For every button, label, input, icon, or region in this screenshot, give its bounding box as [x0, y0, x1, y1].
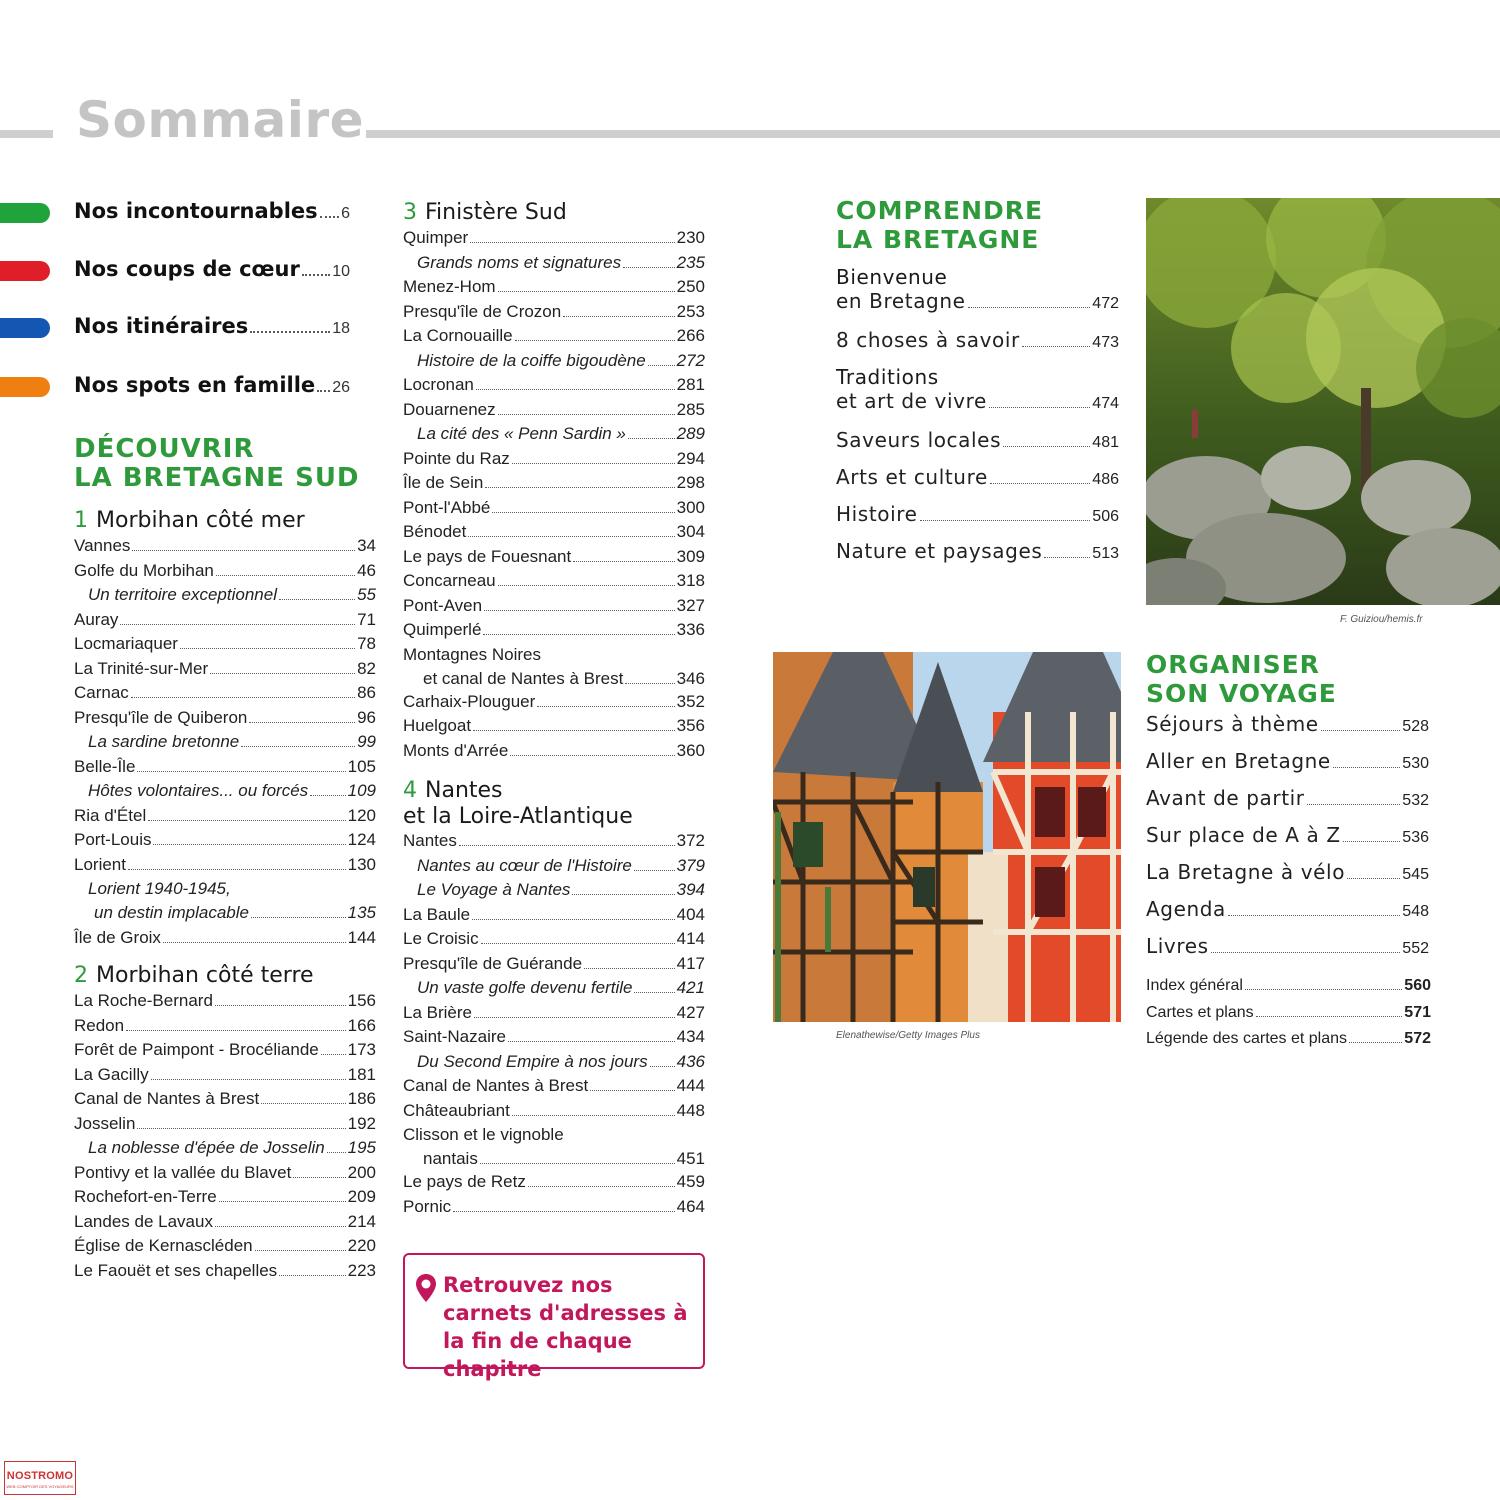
toc-entry[interactable]: Presqu'île de Guérande 417 [403, 953, 705, 973]
toc-entry-line1: Montagnes Noires [403, 644, 541, 664]
section-title-decouvrir: DÉCOUVRIR LA BRETAGNE SUD [74, 434, 360, 493]
toc-entry[interactable]: La Brière 427 [403, 1002, 705, 1022]
toc-entry[interactable]: Douarnenez 285 [403, 399, 705, 419]
organiser-toc [1146, 712, 1429, 971]
toc-entry[interactable]: Aller en Bretagne 530 [1146, 749, 1429, 773]
toc-entry[interactable]: Un territoire exceptionnel 55 [88, 585, 376, 604]
toc-entry[interactable]: Port-Louis 124 [74, 830, 376, 849]
toc-entry[interactable]: La Gacilly 181 [74, 1064, 376, 1084]
toc-entry[interactable]: un destin implacable 135 [94, 903, 376, 922]
toc-entry[interactable]: Agenda 548 [1146, 897, 1429, 921]
toc-entry[interactable]: Forêt de Paimpont - Brocéliande 173 [74, 1040, 376, 1059]
toc-entry-line1: Clisson et le vignoble [403, 1125, 564, 1144]
toc-entry[interactable]: et canal de Nantes à Brest 346 [423, 668, 705, 688]
map-pin-icon [415, 1273, 437, 1303]
chapter-4-toc [403, 831, 705, 1221]
toc-entry[interactable]: Histoire 506 [836, 502, 1119, 526]
toc-entry[interactable]: Séjours à thème 528 [1146, 712, 1429, 736]
toc-entry[interactable]: Concarneau 318 [403, 571, 705, 590]
toc-entry[interactable]: Quimper 230 [403, 228, 705, 247]
toc-entry[interactable]: Saint-Nazaire 434 [403, 1027, 705, 1046]
toc-entry[interactable]: Lorient 130 [74, 854, 376, 874]
toc-entry[interactable]: La Baule 404 [403, 904, 705, 924]
toc-entry[interactable]: Traditions et art de vivre 474 [836, 365, 1119, 413]
toc-entry[interactable]: La sardine bretonne 99 [88, 732, 376, 751]
toc-entry[interactable]: Du Second Empire à nos jours 436 [417, 1051, 705, 1071]
toc-entry[interactable]: Carhaix-Plouguer 352 [403, 691, 705, 711]
toc-entry[interactable]: Index général 560 [1146, 977, 1431, 994]
toc-entry[interactable]: Redon 166 [74, 1015, 376, 1035]
toc-entry[interactable]: Pornic 464 [403, 1196, 705, 1216]
header-rule-right [366, 130, 1500, 138]
page-title: Sommaire [76, 91, 365, 149]
toc-entry[interactable]: La Trinité-sur-Mer 82 [74, 658, 376, 678]
toc-entry[interactable]: Sur place de A à Z 536 [1146, 823, 1429, 847]
chapter-3-toc [403, 228, 705, 765]
toc-entry[interactable]: Menez-Hom 250 [403, 277, 705, 296]
intro-item-coups-de-coeur[interactable]: Nos coups de cœur 10 [74, 257, 350, 281]
toc-entry[interactable]: Pont-l'Abbé 300 [403, 497, 705, 517]
section-title-comprendre: COMPRENDRE LA BRETAGNE [836, 196, 1044, 254]
intro-item-spots-famille[interactable]: Nos spots en famille 26 [74, 373, 350, 397]
toc-entry[interactable]: Le Croisic 414 [403, 929, 705, 948]
toc-entry[interactable]: Nantes 372 [403, 831, 705, 850]
toc-entry[interactable]: Huelgoat 356 [403, 716, 705, 735]
toc-entry[interactable]: Landes de Lavaux 214 [74, 1211, 376, 1231]
toc-entry[interactable]: Île de Groix 144 [74, 927, 376, 947]
toc-entry[interactable]: Livres 552 [1146, 934, 1429, 958]
toc-entry[interactable]: Le Faouët et ses chapelles 223 [74, 1260, 376, 1280]
tab-orange [0, 377, 50, 397]
toc-entry[interactable]: Le Voyage à Nantes 394 [417, 880, 705, 899]
toc-entry[interactable]: Pontivy et la vallée du Blavet 200 [74, 1162, 376, 1182]
chapter-4-title: 4 Nantes et la Loire-Atlantique [403, 778, 633, 829]
toc-entry[interactable]: La noblesse d'épée de Josselin 195 [88, 1138, 376, 1157]
toc-entry[interactable]: Auray 71 [74, 609, 376, 629]
toc-entry[interactable]: Arts et culture 486 [836, 465, 1119, 489]
toc-entry[interactable]: Locronan 281 [403, 375, 705, 394]
toc-entry[interactable]: 8 choses à savoir 473 [836, 328, 1119, 352]
toc-entry[interactable]: Le pays de Retz 459 [403, 1172, 705, 1191]
toc-entry[interactable]: La Roche-Bernard 156 [74, 991, 376, 1010]
toc-entry[interactable]: Josselin 192 [74, 1113, 376, 1133]
forest-photo [1146, 198, 1500, 605]
comprendre-toc [836, 265, 1119, 576]
toc-entry[interactable]: La Cornouaille 266 [403, 326, 705, 345]
carnets-callout [403, 1253, 705, 1381]
callout-text: Retrouvez nos carnets d'adresses à la fin de chaque chapitre [443, 1273, 688, 1381]
toc-entry[interactable]: Presqu'île de Quiberon 96 [74, 707, 376, 727]
chapter-3-title: 3 Finistère Sud [403, 200, 567, 225]
tab-red [0, 261, 50, 281]
toc-entry[interactable]: Nature et paysages 513 [836, 539, 1119, 563]
toc-entry[interactable]: Légende des cartes et plans 572 [1146, 1030, 1431, 1047]
toc-entry[interactable]: Avant de partir 532 [1146, 786, 1429, 810]
section-title-organiser: ORGANISER SON VOYAGE [1146, 650, 1337, 708]
nostromo-logo: NOSTROMO WEB COMPTOIR DES VOYAGEURS [4, 1461, 76, 1495]
organiser-extras-toc [1146, 977, 1431, 1057]
toc-entry[interactable]: Canal de Nantes à Brest 444 [403, 1076, 705, 1095]
tab-green [0, 203, 50, 223]
toc-entry[interactable]: Châteaubriant 448 [403, 1100, 705, 1120]
toc-entry[interactable]: Saveurs locales 481 [836, 428, 1119, 452]
toc-entry[interactable]: La cité des « Penn Sardin » 289 [417, 424, 705, 443]
toc-entry[interactable]: nantais 451 [423, 1149, 705, 1168]
toc-entry[interactable]: Grands noms et signatures 235 [417, 252, 705, 272]
chapter-1-title: 1 Morbihan côté mer [74, 508, 305, 533]
toc-entry-line1: Lorient 1940-1945, [88, 879, 231, 898]
toc-entry[interactable]: Locmariaquer 78 [74, 634, 376, 653]
toc-entry[interactable]: Quimperlé 336 [403, 620, 705, 639]
toc-entry[interactable]: Rochefort-en-Terre 209 [74, 1187, 376, 1206]
toc-entry[interactable]: Bienvenue en Bretagne 472 [836, 265, 1119, 313]
toc-entry[interactable]: La Bretagne à vélo 545 [1146, 860, 1429, 884]
intro-item-itineraires[interactable]: Nos itinéraires 18 [74, 314, 350, 338]
toc-entry[interactable]: Histoire de la coiffe bigoudène 272 [417, 350, 705, 370]
toc-entry[interactable]: Belle-Île 105 [74, 756, 376, 776]
toc-entry[interactable]: Cartes et plans 571 [1146, 1003, 1431, 1021]
tab-blue [0, 318, 50, 338]
toc-entry[interactable]: Hôtes volontaires... ou forcés 109 [88, 781, 376, 800]
header-rule-left [0, 130, 53, 138]
chapter-2-toc [74, 991, 376, 1285]
toc-entry[interactable]: Île de Sein 298 [403, 473, 705, 492]
toc-entry[interactable]: Ria d'Étel 120 [74, 805, 376, 825]
toc-entry[interactable]: Presqu'île de Crozon 253 [403, 301, 705, 321]
toc-entry[interactable]: Pont-Aven 327 [403, 595, 705, 615]
toc-entry[interactable]: Bénodet 304 [403, 522, 705, 541]
toc-entry[interactable]: Canal de Nantes à Brest 186 [74, 1089, 376, 1108]
toc-entry[interactable]: Pointe du Raz 294 [403, 448, 705, 468]
toc-entry[interactable]: Vannes 34 [74, 536, 376, 555]
chapter-1-toc [74, 536, 376, 952]
houses-photo-credit: Elenathewise/Getty Images Plus [836, 1030, 980, 1041]
toc-entry[interactable]: Nantes au cœur de l'Histoire 379 [417, 855, 705, 875]
intro-item-incontournables[interactable]: Nos incontournables 6 [74, 199, 350, 223]
toc-entry[interactable]: Église de Kernascléden 220 [74, 1236, 376, 1255]
houses-photo [773, 652, 1121, 1022]
toc-entry[interactable]: Golfe du Morbihan 46 [74, 560, 376, 580]
forest-photo-credit: F. Guiziou/hemis.fr [1340, 614, 1423, 625]
chapter-2-title: 2 Morbihan côté terre [74, 963, 314, 988]
toc-entry[interactable]: Monts d'Arrée 360 [403, 740, 705, 760]
toc-entry[interactable]: Un vaste golfe devenu fertile 421 [417, 978, 705, 997]
toc-entry[interactable]: Le pays de Fouesnant 309 [403, 546, 705, 566]
toc-entry[interactable]: Carnac 86 [74, 683, 376, 702]
